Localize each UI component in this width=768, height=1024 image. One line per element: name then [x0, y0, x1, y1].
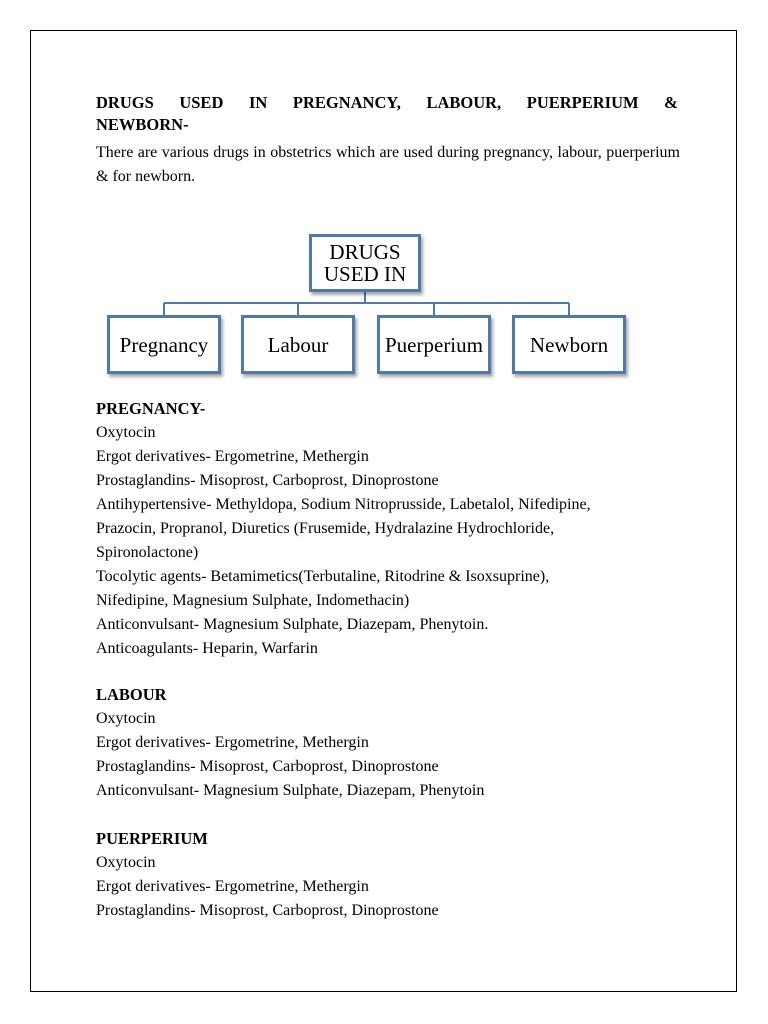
- drug-list: [96, 421, 696, 661]
- title-word: LABOUR,: [426, 93, 502, 112]
- diagram-root-line: USED IN: [323, 262, 407, 286]
- list-item: Tocolytic agents- Betamimetics(Terbutaline, Ritodrine & Isoxsuprine),: [96, 568, 550, 585]
- diagram-box-newborn: [512, 315, 626, 374]
- list-item: Prostaglandins- Misoprost, Carboprost, Dinoprostone: [96, 472, 439, 489]
- list-item: Anticoagulants- Heparin, Warfarin: [96, 640, 318, 657]
- diagram-box-label: Pregnancy: [119, 332, 209, 357]
- section-pregnancy: [96, 397, 696, 661]
- list-item: Ergot derivatives- Ergometrine, Methergin: [96, 878, 369, 895]
- document-title: [96, 92, 678, 136]
- list-item: Prazocin, Propranol, Diuretics (Frusemide, Hydralazine Hydrochloride,: [96, 520, 555, 537]
- title-word: &: [664, 93, 678, 112]
- intro-paragraph: There are various drugs in obstetrics which are used during pregnancy, labour, puerperium & for newborn.: [96, 144, 680, 185]
- list-item: Oxytocin: [96, 424, 156, 441]
- diagram-root-box: [309, 234, 421, 292]
- section-heading: PUERPERIUM: [96, 829, 208, 848]
- title-word: DRUGS: [96, 93, 154, 112]
- diagram-box-label: Newborn: [529, 332, 609, 357]
- list-item: Ergot derivatives- Ergometrine, Methergin: [96, 448, 369, 465]
- title-word: PUERPERIUM: [526, 93, 639, 112]
- list-item: Prostaglandins- Misoprost, Carboprost, Dinoprostone: [96, 902, 439, 919]
- section-heading: PREGNANCY-: [96, 399, 206, 418]
- diagram-root-line: DRUGS: [329, 240, 401, 264]
- list-item: Ergot derivatives- Ergometrine, Methergin: [96, 734, 369, 751]
- section-heading: LABOUR: [96, 685, 167, 704]
- list-item: Prostaglandins- Misoprost, Carboprost, Dinoprostone: [96, 758, 439, 775]
- diagram-box-puerperium: [377, 315, 491, 374]
- title-line-1: [96, 92, 678, 114]
- section-labour: [96, 683, 696, 803]
- title-word: IN: [248, 93, 268, 112]
- diagram-box-pregnancy: [107, 315, 221, 374]
- list-item: Anticonvulsant- Magnesium Sulphate, Diazepam, Phenytoin: [96, 782, 485, 799]
- title-word: PREGNANCY,: [292, 93, 401, 112]
- list-item: Antihypertensive- Methyldopa, Sodium Nitroprusside, Labetalol, Nifedipine,: [96, 496, 591, 513]
- diagram-box-labour: [241, 315, 355, 374]
- list-item: Nifedipine, Magnesium Sulphate, Indomethacin): [96, 592, 410, 609]
- section-puerperium: [96, 827, 696, 923]
- list-item: Anticonvulsant- Magnesium Sulphate, Diazepam, Phenytoin.: [96, 616, 489, 633]
- list-item: Oxytocin: [96, 710, 156, 727]
- list-item: Oxytocin: [96, 854, 156, 871]
- diagram-box-label: Labour: [267, 332, 329, 357]
- drug-list: [96, 851, 696, 923]
- diagram-box-label: Puerperium: [385, 332, 483, 357]
- title-word: USED: [179, 93, 224, 112]
- list-item: Spironolactone): [96, 544, 199, 561]
- drug-list: [96, 707, 696, 803]
- title-line-2: NEWBORN-: [96, 115, 189, 134]
